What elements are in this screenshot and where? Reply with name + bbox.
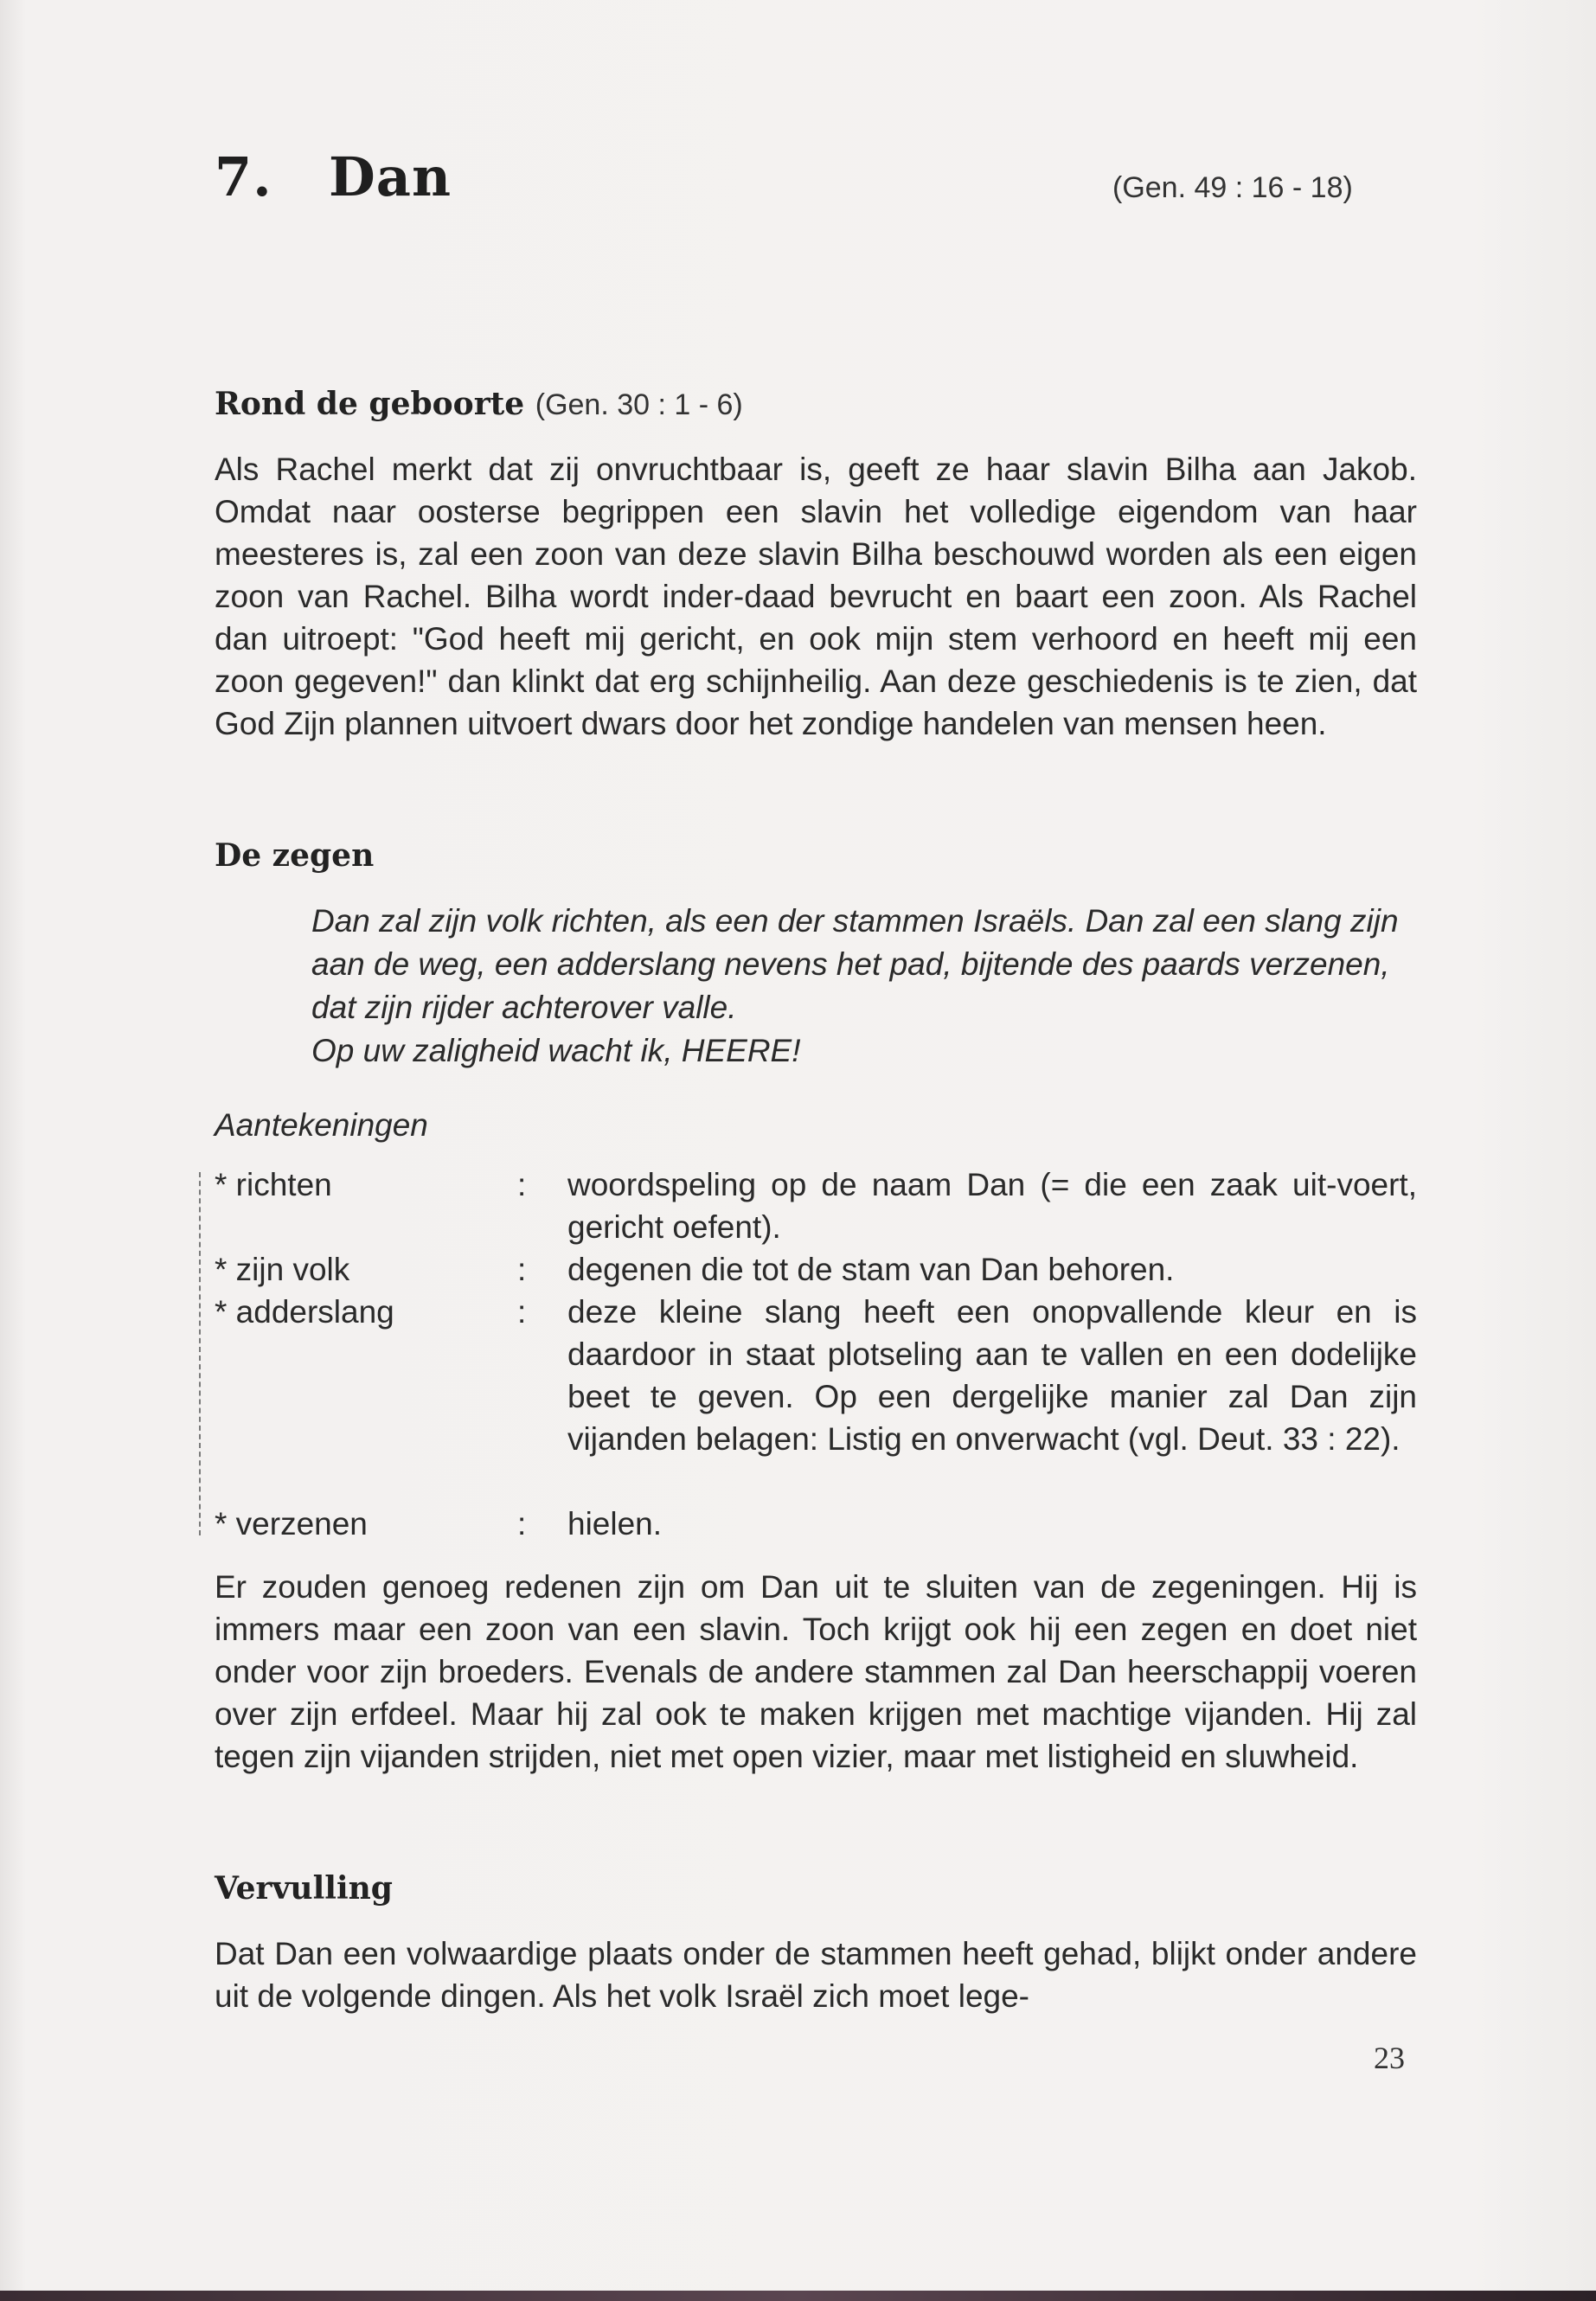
blessing-paragraph: Er zouden genoeg redenen zijn om Dan uit te sluiten van de zegeningen. Hij is immers maar een zoon van een slavin. Toch krijgt ook hij een zegen en doet niet onder voor zijn broeders. Evenals de andere stammen zal Dan heerschappij voeren over zijn erfdeel. Maar hij zal ook te maken krijgen met machtige vijanden. Hij zal tegen zijn vijanden strijden, niet met open vizier, maar met listigheid en sluwheid. xyxy=(215,1569,1417,1774)
note-term: * verzenen xyxy=(215,1506,368,1541)
chapter-reference: (Gen. 49 : 16 - 18) xyxy=(1112,171,1353,204)
section-heading-blessing: De zegen xyxy=(215,837,375,874)
note-colon: : xyxy=(517,1506,527,1541)
note-colon: : xyxy=(517,1167,527,1202)
scan-bottom-edge xyxy=(0,2291,1596,2301)
note-definition: hielen. xyxy=(567,1506,663,1541)
note-colon: : xyxy=(517,1294,527,1330)
birth-reference: (Gen. 30 : 1 - 6) xyxy=(535,388,743,421)
page-number: 23 xyxy=(1374,2041,1405,2075)
note-colon: : xyxy=(517,1252,527,1287)
note-definition: deze kleine slang heeft een onopvallende kleur en is daardoor in staat plotseling aan te vallen en een dodelijke beet te geven. Op een dergelijke manier zal Dan zijn vijanden belagen: Listig en onverwacht (vgl. Deut. 33 : 22). xyxy=(567,1294,1417,1457)
notes-list xyxy=(215,1163,1426,1553)
note-definition: degenen die tot de stam van Dan behoren. xyxy=(567,1252,1175,1287)
note-term: * adderslang xyxy=(215,1294,394,1330)
blessing-quote-last: Op uw zaligheid wacht ik, HEERE! xyxy=(311,1033,801,1068)
section-heading-birth xyxy=(215,386,743,422)
birth-heading-text: Rond de geboorte xyxy=(215,386,525,422)
chapter-number: 7. xyxy=(215,145,272,208)
note-definition: woordspeling op de naam Dan (= die een zaak uit-voert, gericht oefent). xyxy=(567,1167,1417,1245)
birth-paragraph: Als Rachel merkt dat zij onvruchtbaar is, geeft ze haar slavin Bilha aan Jakob. Omdat naar oosterse begrippen een slavin het volledige eigendom van haar meesteres is, zal een zoon van deze slavin Bilha beschouwd worden als een eigen zoon van Rachel. Bilha wordt inder-daad bevrucht en baart een zoon. Als Rachel dan uitroept: "God heeft mij gericht, en ook mijn stem verhoord en heeft mij een zoon gegeven!" dan klinkt dat erg schijnheilig. Aan deze geschiedenis is te zien, dat God Zijn plannen uitvoert dwars door het zondige handelen van mensen heen. xyxy=(215,452,1417,741)
notes-brace xyxy=(199,1172,213,1535)
note-term: * zijn volk xyxy=(215,1252,350,1287)
section-heading-fulfillment: Vervulling xyxy=(215,1870,393,1907)
chapter-title: Dan xyxy=(329,145,452,208)
blessing-quote xyxy=(311,900,1419,1073)
blessing-quote-text: Dan zal zijn volk richten, als een der stammen Israëls. Dan zal een slang zijn aan de weg, een adderslang nevens het pad, bijtende des paards verzenen, dat zijn rijder achterover valle. xyxy=(311,903,1399,1025)
notes-title: Aantekeningen xyxy=(215,1107,428,1143)
fulfillment-paragraph: Dat Dan een volwaardige plaats onder de stammen heeft gehad, blijkt onder andere uit de volgende dingen. Als het volk Israël zich moet lege- xyxy=(215,1936,1417,2014)
note-term: * richten xyxy=(215,1167,332,1202)
